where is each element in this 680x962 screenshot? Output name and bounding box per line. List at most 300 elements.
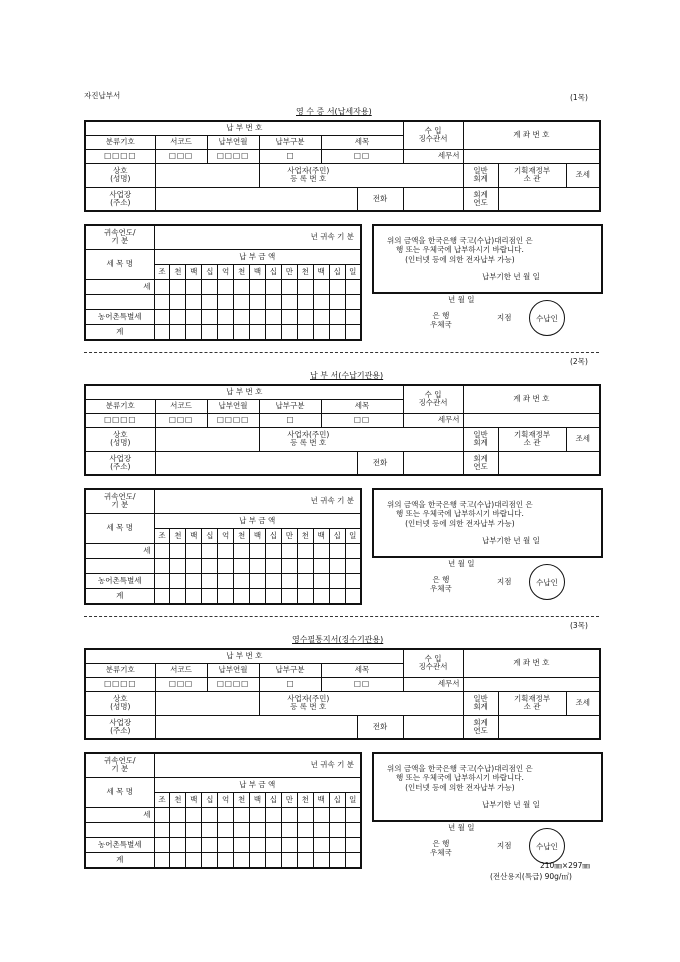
amount-digit-cell[interactable] (297, 543, 313, 558)
amount-digit-cell[interactable] (202, 543, 218, 558)
digit-header: 조 (154, 792, 170, 807)
amount-digit-cell[interactable] (218, 573, 234, 588)
receipt-date: 년 월 일 (448, 559, 475, 568)
amount-digit-cell[interactable] (265, 852, 281, 868)
amount-digit-cell[interactable] (265, 837, 281, 852)
amount-digit-cell[interactable] (250, 324, 266, 340)
amount-digit-cell[interactable] (250, 822, 266, 837)
amount-digit-cell[interactable] (265, 309, 281, 324)
amount-digit-cell[interactable] (313, 807, 329, 822)
amount-digit-cell[interactable] (265, 588, 281, 604)
classification-code-boxes[interactable]: □□□□ (85, 149, 155, 163)
attribution-period-field[interactable]: 년 귀속 기 분 (154, 225, 361, 249)
digit-header: 백 (186, 528, 202, 543)
amount-digit-cell[interactable] (281, 807, 297, 822)
amount-digit-cell[interactable] (297, 852, 313, 868)
amount-digit-cell[interactable] (281, 852, 297, 868)
digit-header: 만 (281, 528, 297, 543)
rural-special-tax-label: 농어촌특별세 (85, 309, 154, 324)
amount-row-total (85, 324, 361, 340)
digit-header: 천 (234, 528, 250, 543)
digit-header: 일 (345, 528, 361, 543)
amount-digit-cell[interactable] (297, 822, 313, 837)
digit-header: 억 (218, 264, 234, 279)
office-code-header: 서코드 (155, 135, 207, 149)
office-code-header: 서코드 (155, 399, 207, 413)
payment-yearmonth-boxes[interactable]: □□□□ (207, 413, 259, 427)
address-field[interactable] (155, 451, 357, 475)
amount-digit-cell[interactable] (186, 279, 202, 294)
attribution-period-field[interactable]: 년 귀속 기 분 (154, 753, 361, 777)
amount-digit-cell[interactable] (170, 822, 186, 837)
amount-digit-cell[interactable] (234, 588, 250, 604)
attribution-year-label: 귀속연도/ 기 분 (85, 225, 154, 249)
amount-digit-cell[interactable] (170, 807, 186, 822)
phone-field[interactable] (403, 451, 463, 475)
payment-yearmonth-header: 납부연월 (207, 399, 259, 413)
tax-item-header: 세목 (321, 663, 403, 677)
payment-type-box[interactable]: □ (259, 677, 321, 691)
payment-type-box[interactable]: □ (259, 149, 321, 163)
amount-digit-cell[interactable] (218, 324, 234, 340)
amount-digit-cell[interactable] (329, 543, 345, 558)
payment-amount-header: 납 부 금 액 (154, 777, 361, 792)
amount-digit-cell[interactable] (313, 309, 329, 324)
amount-digit-cell[interactable] (265, 807, 281, 822)
amount-digit-cell[interactable] (234, 309, 250, 324)
digit-header: 억 (218, 528, 234, 543)
classification-code-boxes[interactable]: □□□□ (85, 413, 155, 427)
payment-due-date: 납부기한 년 월 일 (482, 536, 540, 545)
amount-digit-cell[interactable] (297, 807, 313, 822)
tax-kind-label: 조세 (566, 691, 600, 715)
amount-digit-cell[interactable] (297, 837, 313, 852)
payment-type-header: 납부구분 (259, 399, 321, 413)
cut-line-divider (84, 616, 599, 617)
business-reg-label: 사업자(주민) 등 록 번 호 (259, 691, 357, 715)
amount-digit-cell[interactable] (234, 279, 250, 294)
digit-header: 천 (297, 792, 313, 807)
amount-digit-cell[interactable] (297, 588, 313, 604)
amount-digit-cell[interactable] (313, 822, 329, 837)
amount-digit-cell[interactable] (234, 294, 250, 309)
amount-digit-cell[interactable] (250, 807, 266, 822)
amount-digit-cell[interactable] (345, 543, 361, 558)
digit-header: 십 (265, 792, 281, 807)
phone-field[interactable] (403, 715, 463, 739)
amount-digit-cell[interactable] (218, 807, 234, 822)
document-title: 자진납부서 (84, 91, 121, 100)
amount-digit-cell[interactable] (186, 837, 202, 852)
amount-row-blank (85, 558, 361, 573)
amount-row-rural-tax (85, 309, 361, 324)
amount-digit-cell[interactable] (265, 573, 281, 588)
amount-digit-cell[interactable] (281, 837, 297, 852)
amount-digit-cell[interactable] (345, 309, 361, 324)
amount-row-blank (85, 822, 361, 837)
digit-header: 백 (313, 792, 329, 807)
bank-post-office-label: 은 행 우체국 (430, 311, 452, 329)
office-code-boxes[interactable]: □□□ (155, 677, 207, 691)
business-reg-field[interactable] (357, 427, 463, 451)
amount-digit-cell[interactable] (186, 807, 202, 822)
payment-amount-header: 납 부 금 액 (154, 249, 361, 264)
classification-code-header: 분류기호 (85, 663, 155, 677)
amount-digit-cell[interactable] (154, 558, 170, 573)
amount-digit-cell[interactable] (329, 279, 345, 294)
payment-notice-text: 위의 금액을 한국은행 국고(수납)대리점인 은 행 또는 우체국에 납부하시기 바랍니다. (인터넷 등에 의한 전자납부 가능) (387, 764, 533, 792)
tax-office-label: 세무서 (403, 677, 463, 691)
amount-digit-cell[interactable] (170, 279, 186, 294)
amount-digit-cell[interactable] (329, 822, 345, 837)
amount-digit-cell[interactable] (281, 279, 297, 294)
digit-header: 만 (281, 264, 297, 279)
digit-header: 천 (234, 792, 250, 807)
tax-item-header: 세목 (321, 135, 403, 149)
tax-item-name-label: 세 목 명 (85, 249, 154, 279)
amount-digit-cell[interactable] (202, 309, 218, 324)
address-field[interactable] (155, 187, 357, 211)
amount-digit-cell[interactable] (345, 837, 361, 852)
amount-table (84, 224, 362, 341)
amount-digit-cell[interactable] (234, 822, 250, 837)
amount-digit-cell[interactable] (281, 558, 297, 573)
amount-digit-cell[interactable] (313, 573, 329, 588)
digit-header: 십 (202, 528, 218, 543)
amount-digit-cell[interactable] (234, 573, 250, 588)
amount-digit-cell[interactable] (234, 543, 250, 558)
phone-label: 전화 (357, 451, 403, 475)
attribution-period-field[interactable]: 년 귀속 기 분 (154, 489, 361, 513)
fiscal-year-field[interactable] (498, 451, 600, 475)
business-reg-field[interactable] (357, 691, 463, 715)
amount-digit-cell[interactable] (281, 324, 297, 340)
digit-header: 백 (250, 528, 266, 543)
total-row-label: 계 (85, 588, 154, 604)
amount-digit-cell[interactable] (329, 588, 345, 604)
address-field[interactable] (155, 715, 357, 739)
digit-header: 십 (329, 792, 345, 807)
amount-digit-cell[interactable] (170, 573, 186, 588)
account-number-header: 계 좌 번 호 (463, 649, 600, 677)
amount-digit-cell[interactable] (170, 294, 186, 309)
amount-digit-cell[interactable] (154, 309, 170, 324)
amount-digit-cell[interactable] (154, 573, 170, 588)
tax-item-boxes[interactable]: □□ (321, 149, 403, 163)
amount-digit-cell[interactable] (265, 558, 281, 573)
payment-number-header: 납 부 번 호 (85, 121, 403, 135)
general-account-label: 일반 회계 (463, 427, 498, 451)
tax-office-label: 세무서 (403, 149, 463, 163)
digit-header: 백 (313, 528, 329, 543)
amount-digit-cell[interactable] (297, 573, 313, 588)
amount-digit-cell[interactable] (297, 279, 313, 294)
amount-digit-cell[interactable] (250, 309, 266, 324)
amount-digit-cell[interactable] (313, 837, 329, 852)
amount-digit-cell[interactable] (234, 852, 250, 868)
amount-digit-cell[interactable] (250, 294, 266, 309)
amount-digit-cell[interactable] (186, 543, 202, 558)
amount-row-tax (85, 543, 361, 558)
payment-yearmonth-boxes[interactable]: □□□□ (207, 677, 259, 691)
amount-digit-cell[interactable] (329, 852, 345, 868)
name-label: 상호 (성명) (85, 691, 155, 715)
amount-digit-cell[interactable] (202, 324, 218, 340)
amount-digit-cell[interactable] (345, 279, 361, 294)
name-field[interactable] (155, 427, 259, 451)
amount-digit-cell[interactable] (186, 588, 202, 604)
amount-digit-cell[interactable] (281, 588, 297, 604)
ministry-label: 기획재정부 소 관 (498, 427, 566, 451)
amount-digit-cell[interactable] (345, 822, 361, 837)
digit-header: 일 (345, 792, 361, 807)
account-number-field[interactable] (463, 677, 600, 691)
tax-item-boxes[interactable]: □□ (321, 677, 403, 691)
amount-digit-cell[interactable] (154, 822, 170, 837)
office-code-boxes[interactable]: □□□ (155, 149, 207, 163)
digit-header: 만 (281, 792, 297, 807)
payment-info-table (84, 384, 601, 476)
amount-digit-cell[interactable] (218, 543, 234, 558)
payment-notice-box (372, 752, 603, 822)
amount-row-tax (85, 807, 361, 822)
amount-digit-cell[interactable] (218, 588, 234, 604)
amount-digit-cell[interactable] (345, 294, 361, 309)
amount-digit-cell[interactable] (154, 807, 170, 822)
payment-type-box[interactable]: □ (259, 413, 321, 427)
amount-digit-cell[interactable] (329, 294, 345, 309)
amount-digit-cell[interactable] (250, 588, 266, 604)
amount-digit-cell[interactable] (154, 294, 170, 309)
amount-digit-cell[interactable] (154, 279, 170, 294)
amount-digit-cell[interactable] (186, 558, 202, 573)
digit-header: 천 (297, 528, 313, 543)
amount-digit-cell[interactable] (313, 852, 329, 868)
amount-digit-cell[interactable] (329, 837, 345, 852)
amount-digit-cell[interactable] (218, 822, 234, 837)
phone-label: 전화 (357, 187, 403, 211)
payment-amount-header: 납 부 금 액 (154, 513, 361, 528)
amount-digit-cell[interactable] (218, 309, 234, 324)
name-field[interactable] (155, 691, 259, 715)
address-label: 사업장 (주소) (85, 715, 155, 739)
payment-type-header: 납부구분 (259, 135, 321, 149)
business-reg-field[interactable] (357, 163, 463, 187)
fiscal-year-label: 회계 연도 (463, 451, 498, 475)
receipt-stamp-label: 수납인 (536, 313, 558, 323)
payment-info-table (84, 120, 601, 212)
amount-digit-cell[interactable] (265, 543, 281, 558)
amount-digit-cell[interactable] (297, 294, 313, 309)
office-code-boxes[interactable]: □□□ (155, 413, 207, 427)
amount-digit-cell[interactable] (202, 573, 218, 588)
amount-digit-cell[interactable] (313, 324, 329, 340)
collecting-agency-label: 수 입 징수관서 (403, 385, 463, 413)
copy-number: (1목) (570, 93, 588, 102)
amount-digit-cell[interactable] (297, 324, 313, 340)
amount-digit-cell[interactable] (329, 324, 345, 340)
amount-digit-cell[interactable] (313, 588, 329, 604)
name-field[interactable] (155, 163, 259, 187)
tax-item-name-label: 세 목 명 (85, 513, 154, 543)
amount-digit-cell[interactable] (154, 324, 170, 340)
ministry-label: 기획재정부 소 관 (498, 163, 566, 187)
account-number-field[interactable] (463, 149, 600, 163)
payment-yearmonth-header: 납부연월 (207, 135, 259, 149)
amount-digit-cell[interactable] (250, 852, 266, 868)
amount-digit-cell[interactable] (250, 573, 266, 588)
amount-digit-cell[interactable] (186, 573, 202, 588)
payment-number-header: 납 부 번 호 (85, 385, 403, 399)
amount-digit-cell[interactable] (186, 324, 202, 340)
digit-header: 천 (234, 264, 250, 279)
amount-digit-cell[interactable] (234, 807, 250, 822)
amount-digit-cell[interactable] (154, 588, 170, 604)
amount-digit-cell[interactable] (313, 558, 329, 573)
amount-digit-cell[interactable] (297, 309, 313, 324)
bank-post-office-label: 은 행 우체국 (430, 839, 452, 857)
amount-digit-cell[interactable] (345, 852, 361, 868)
classification-code-header: 분류기호 (85, 399, 155, 413)
attribution-year-label: 귀속연도/ 기 분 (85, 753, 154, 777)
amount-digit-cell[interactable] (202, 279, 218, 294)
amount-digit-cell[interactable] (170, 837, 186, 852)
amount-digit-cell[interactable] (329, 309, 345, 324)
amount-digit-cell[interactable] (202, 852, 218, 868)
amount-row-rural-tax (85, 573, 361, 588)
amount-digit-cell[interactable] (313, 294, 329, 309)
amount-digit-cell[interactable] (202, 294, 218, 309)
amount-digit-cell[interactable] (154, 837, 170, 852)
fiscal-year-label: 회계 연도 (463, 187, 498, 211)
amount-digit-cell[interactable] (202, 588, 218, 604)
name-label: 상호 (성명) (85, 427, 155, 451)
amount-digit-cell[interactable] (170, 558, 186, 573)
amount-digit-cell[interactable] (265, 279, 281, 294)
amount-digit-cell[interactable] (329, 558, 345, 573)
amount-digit-cell[interactable] (265, 324, 281, 340)
amount-digit-cell[interactable] (297, 558, 313, 573)
amount-digit-cell[interactable] (281, 543, 297, 558)
amount-digit-cell[interactable] (202, 558, 218, 573)
amount-digit-cell[interactable] (218, 294, 234, 309)
amount-digit-cell[interactable] (281, 294, 297, 309)
receipt-date: 년 월 일 (448, 823, 475, 832)
amount-digit-cell[interactable] (202, 807, 218, 822)
amount-digit-cell[interactable] (170, 309, 186, 324)
digit-header: 십 (202, 792, 218, 807)
amount-table (84, 488, 362, 605)
amount-digit-cell[interactable] (218, 279, 234, 294)
bank-post-office-label: 은 행 우체국 (430, 575, 452, 593)
payment-notice-text: 위의 금액을 한국은행 국고(수납)대리점인 은 행 또는 우체국에 납부하시기 바랍니다. (인터넷 등에 의한 전자납부 가능) (387, 236, 533, 264)
payment-yearmonth-boxes[interactable]: □□□□ (207, 149, 259, 163)
amount-digit-cell[interactable] (281, 309, 297, 324)
branch-label: 지점 (497, 313, 512, 322)
amount-digit-cell[interactable] (250, 837, 266, 852)
tax-kind-label: 조세 (566, 163, 600, 187)
amount-digit-cell[interactable] (329, 573, 345, 588)
amount-digit-cell[interactable] (218, 852, 234, 868)
amount-digit-cell[interactable] (186, 852, 202, 868)
amount-digit-cell[interactable] (186, 294, 202, 309)
amount-digit-cell[interactable] (250, 543, 266, 558)
amount-digit-cell[interactable] (170, 588, 186, 604)
tax-kind-label: 조세 (566, 427, 600, 451)
amount-digit-cell[interactable] (345, 588, 361, 604)
rural-special-tax-label: 농어촌특별세 (85, 837, 154, 852)
amount-digit-cell[interactable] (345, 807, 361, 822)
payment-due-date: 납부기한 년 월 일 (482, 272, 540, 281)
amount-digit-cell[interactable] (281, 822, 297, 837)
payment-due-date: 납부기한 년 월 일 (482, 800, 540, 809)
fiscal-year-field[interactable] (498, 715, 600, 739)
account-number-field[interactable] (463, 413, 600, 427)
amount-digit-cell[interactable] (202, 837, 218, 852)
digit-header: 십 (265, 528, 281, 543)
amount-digit-cell[interactable] (345, 324, 361, 340)
amount-digit-cell[interactable] (329, 807, 345, 822)
classification-code-header: 분류기호 (85, 135, 155, 149)
amount-digit-cell[interactable] (313, 279, 329, 294)
amount-digit-cell[interactable] (170, 324, 186, 340)
amount-digit-cell[interactable] (218, 837, 234, 852)
amount-digit-cell[interactable] (265, 822, 281, 837)
amount-digit-cell[interactable] (170, 543, 186, 558)
branch-label: 지점 (497, 841, 512, 850)
amount-digit-cell[interactable] (234, 324, 250, 340)
amount-row-total (85, 852, 361, 868)
amount-digit-cell[interactable] (345, 558, 361, 573)
tax-item-boxes[interactable]: □□ (321, 413, 403, 427)
total-row-label: 계 (85, 324, 154, 340)
amount-table (84, 752, 362, 869)
amount-digit-cell[interactable] (186, 309, 202, 324)
receipt-stamp-label: 수납인 (536, 577, 558, 587)
tax-item-name-label: 세 목 명 (85, 777, 154, 807)
office-code-header: 서코드 (155, 663, 207, 677)
amount-digit-cell[interactable] (281, 573, 297, 588)
phone-field[interactable] (403, 187, 463, 211)
payment-info-table (84, 648, 601, 740)
digit-header: 십 (329, 264, 345, 279)
amount-digit-cell[interactable] (186, 822, 202, 837)
fiscal-year-field[interactable] (498, 187, 600, 211)
digit-header: 백 (313, 264, 329, 279)
amount-digit-cell[interactable] (265, 294, 281, 309)
amount-digit-cell[interactable] (345, 573, 361, 588)
amount-digit-cell[interactable] (234, 558, 250, 573)
amount-digit-cell[interactable] (250, 558, 266, 573)
digit-header: 조 (154, 528, 170, 543)
receipt-stamp (529, 564, 565, 600)
amount-digit-cell[interactable] (154, 852, 170, 868)
classification-code-boxes[interactable]: □□□□ (85, 677, 155, 691)
amount-digit-cell[interactable] (250, 279, 266, 294)
amount-digit-cell[interactable] (202, 822, 218, 837)
copy-number: (2목) (570, 357, 588, 366)
business-reg-label: 사업자(주민) 등 록 번 호 (259, 163, 357, 187)
amount-digit-cell[interactable] (313, 543, 329, 558)
payment-notice-box (372, 224, 603, 294)
amount-row-total (85, 588, 361, 604)
tax-item-header: 세목 (321, 399, 403, 413)
amount-digit-cell[interactable] (170, 852, 186, 868)
amount-digit-cell[interactable] (154, 543, 170, 558)
ministry-label: 기획재정부 소 관 (498, 691, 566, 715)
amount-digit-cell[interactable] (218, 558, 234, 573)
amount-digit-cell[interactable] (234, 837, 250, 852)
